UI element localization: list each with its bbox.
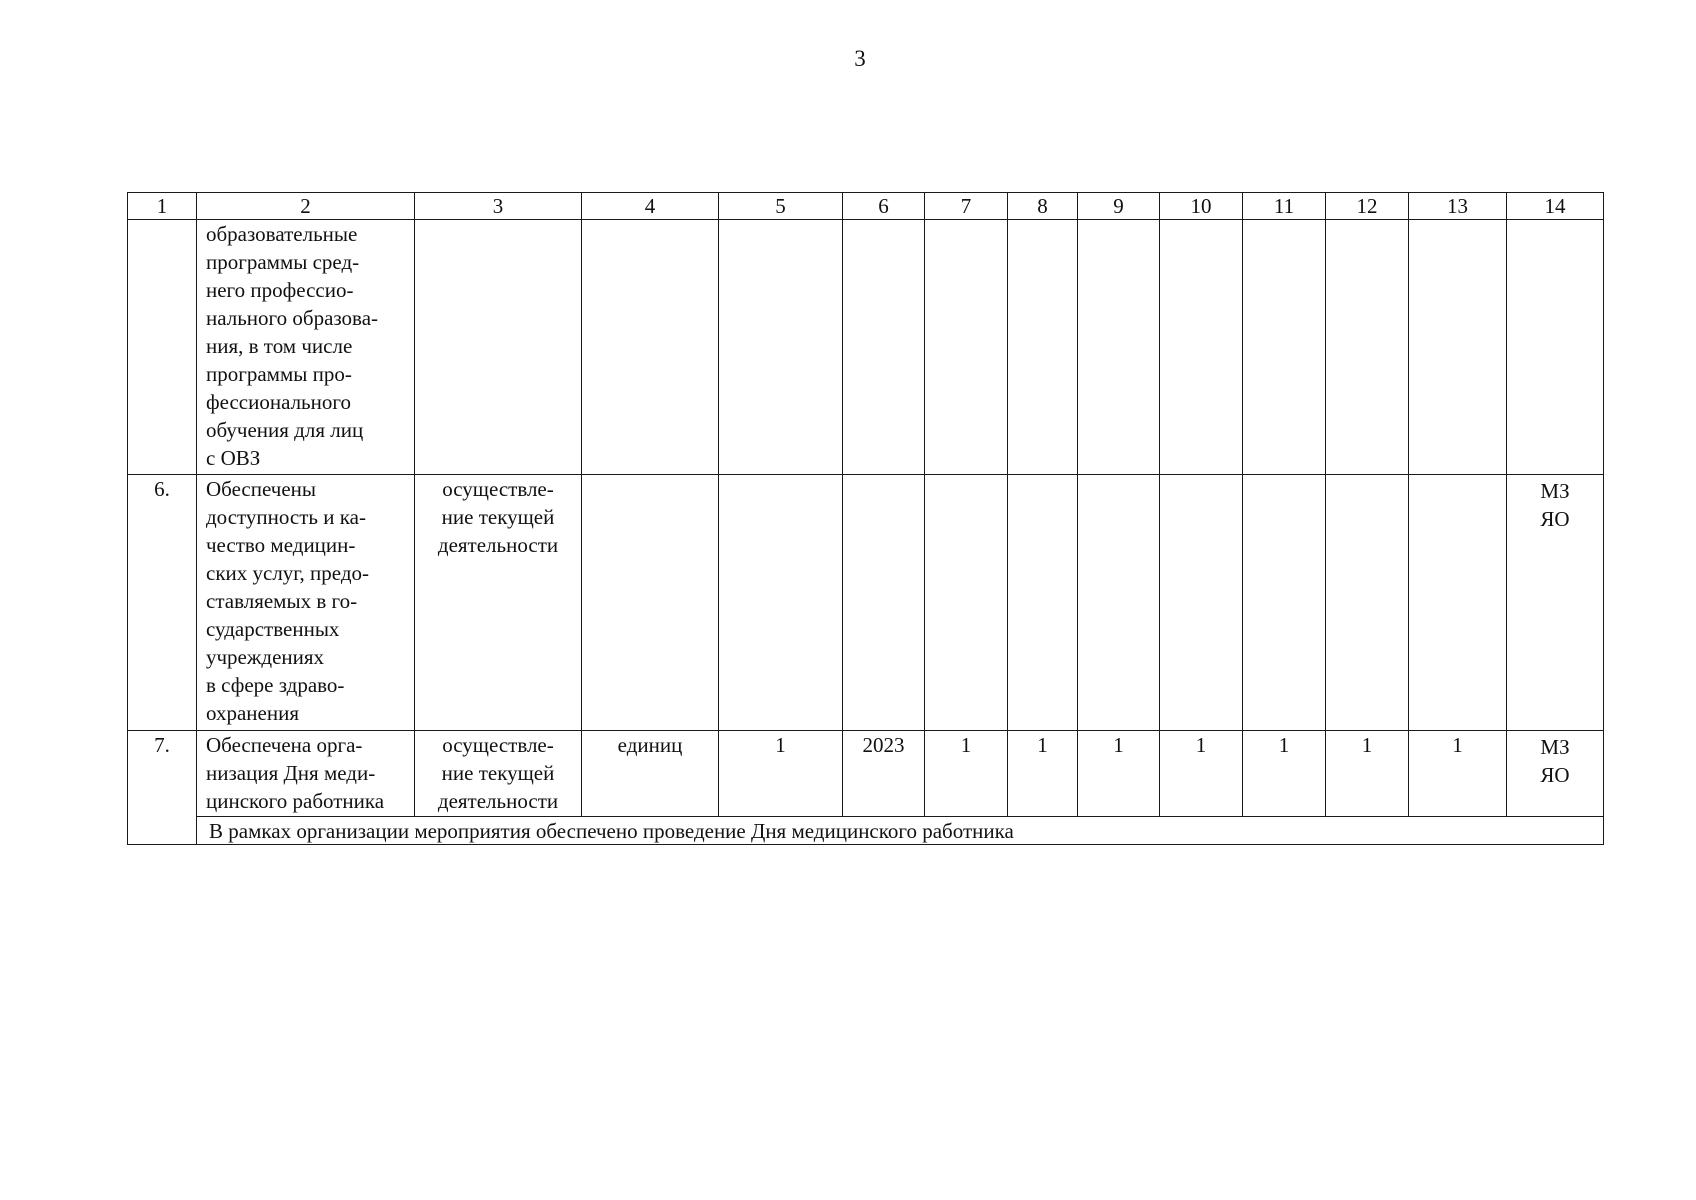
event-name-cell	[197, 731, 415, 817]
text-line: программы про-	[206, 362, 352, 386]
unit-cell: единиц	[582, 731, 719, 817]
base-value-cell: 1	[719, 731, 843, 817]
value-cell: 1	[925, 731, 1008, 817]
text-line: чество медицин-	[206, 533, 356, 557]
table-row	[128, 475, 1604, 731]
row-number-cell: 6.	[128, 475, 197, 731]
activity-type-cell	[415, 731, 582, 817]
text-line: него профессио-	[206, 278, 354, 302]
table-cell	[843, 475, 925, 731]
table-cell	[1326, 475, 1409, 731]
column-number: 6	[843, 193, 925, 220]
text-line: ЯО	[1540, 763, 1570, 787]
text-line: цинского работника	[206, 789, 385, 813]
event-name-cell	[197, 475, 415, 731]
row-number-cell	[128, 220, 197, 475]
column-number: 13	[1409, 193, 1507, 220]
text-line: Обеспечены	[206, 477, 317, 501]
text-line: охранения	[206, 701, 299, 725]
page-number: 3	[854, 46, 866, 71]
table-cell	[415, 220, 582, 475]
text-line: ЯО	[1540, 507, 1570, 531]
text-line: низация Дня меди-	[206, 761, 376, 785]
text-line: деятельности	[437, 533, 559, 557]
value-cell: 1	[1409, 731, 1507, 817]
table-cell	[582, 475, 719, 731]
table-cell	[1078, 475, 1160, 731]
column-number: 5	[719, 193, 843, 220]
text-line: МЗ	[1540, 479, 1570, 503]
column-number: 9	[1078, 193, 1160, 220]
text-line: сударственных	[206, 617, 340, 641]
table-cell	[1326, 220, 1409, 475]
column-number: 3	[415, 193, 582, 220]
table-row	[128, 220, 1604, 475]
executor-cell	[1507, 475, 1604, 731]
table-cell	[582, 220, 719, 475]
column-number: 8	[1008, 193, 1078, 220]
table-cell	[1409, 220, 1507, 475]
table-cell	[843, 220, 925, 475]
activity-type-cell	[415, 475, 582, 731]
text-line: осуществле-	[442, 477, 554, 501]
table-cell	[925, 475, 1008, 731]
table-cell	[719, 220, 843, 475]
event-name-cell	[197, 220, 415, 475]
column-number: 7	[925, 193, 1008, 220]
table-cell	[1507, 220, 1604, 475]
table-cell	[1160, 475, 1243, 731]
text-line: образовательные	[206, 222, 358, 246]
text-line: в сфере здраво-	[206, 673, 345, 697]
column-number: 12	[1326, 193, 1409, 220]
table-cell	[1243, 475, 1326, 731]
column-number-row	[128, 193, 1604, 220]
table-cell	[925, 220, 1008, 475]
column-number: 1	[128, 193, 197, 220]
text-line: Обеспечена орга-	[206, 733, 363, 757]
note-row	[128, 817, 1604, 845]
text-line: фессионального	[206, 390, 351, 414]
text-line: ских услуг, предо-	[206, 561, 370, 585]
text-line: программы сред-	[206, 250, 360, 274]
row-number-cell: 7.	[128, 731, 197, 845]
column-number: 10	[1160, 193, 1243, 220]
table-cell	[1008, 475, 1078, 731]
column-number: 2	[197, 193, 415, 220]
text-line: ние текущей	[441, 761, 555, 785]
value-cell: 1	[1008, 731, 1078, 817]
text-line: обучения для лиц	[206, 418, 364, 442]
text-line: осуществле-	[442, 733, 554, 757]
executor-cell	[1507, 731, 1604, 817]
table-cell	[1409, 475, 1507, 731]
value-cell: 1	[1243, 731, 1326, 817]
table-cell	[719, 475, 843, 731]
result-note: В рамках организации мероприятия обеспечено проведение Дня медицинского работника	[197, 817, 1604, 845]
text-line: с ОВЗ	[206, 446, 261, 470]
text-line: нального образова-	[206, 306, 379, 330]
text-line: ния, в том числе	[206, 334, 353, 358]
text-line: МЗ	[1540, 735, 1570, 759]
column-number: 4	[582, 193, 719, 220]
column-number: 11	[1243, 193, 1326, 220]
table-cell	[1008, 220, 1078, 475]
table-cell	[1160, 220, 1243, 475]
text-line: доступность и ка-	[206, 505, 366, 529]
value-cell: 1	[1326, 731, 1409, 817]
text-line: ставляемых в го-	[206, 589, 358, 613]
column-number: 14	[1507, 193, 1604, 220]
text-line: учреждениях	[206, 645, 325, 669]
table-cell	[1078, 220, 1160, 475]
value-cell: 1	[1078, 731, 1160, 817]
value-cell: 1	[1160, 731, 1243, 817]
text-line: деятельности	[437, 789, 559, 813]
table-cell	[1243, 220, 1326, 475]
table-row	[128, 731, 1604, 817]
base-year-cell: 2023	[843, 731, 925, 817]
text-line: ние текущей	[441, 505, 555, 529]
plan-table	[127, 192, 1604, 845]
